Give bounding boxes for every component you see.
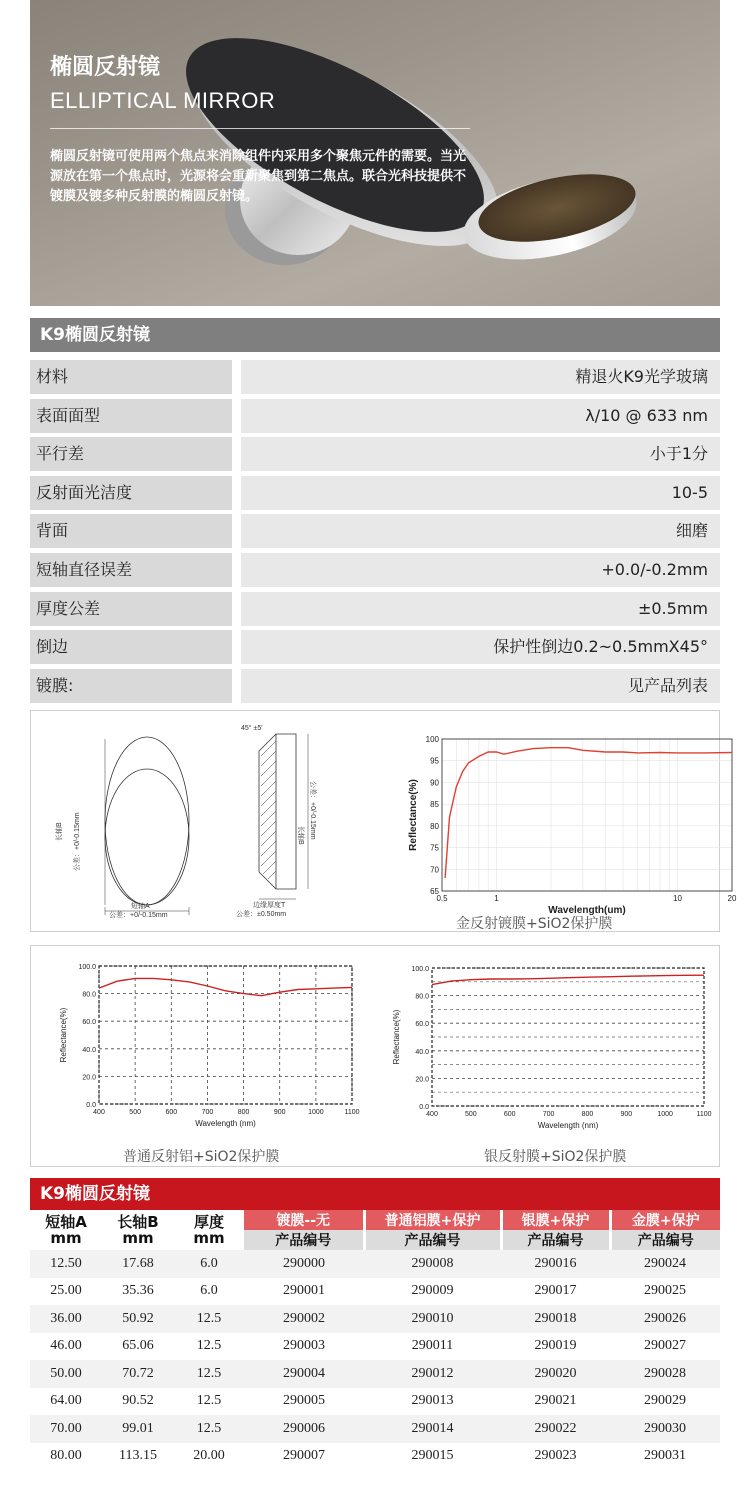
y-tick-label: 85 [430,800,439,810]
x-tick-label: 20 [727,894,737,903]
x-tick-label: 700 [542,1111,555,1118]
y-tick-label: 0.0 [86,1102,96,1109]
y-tick-label: 65 [430,887,439,896]
table-row [30,1388,720,1416]
col-coating-none: 镀膜--无 [244,1210,364,1230]
dimension-cell: 6.0 [174,1250,244,1278]
x-tick-label: 400 [93,1109,105,1116]
product-code-cell[interactable]: 290006 [244,1415,364,1443]
dimension-cell: 50.00 [30,1360,102,1388]
dimension-cell: 46.00 [30,1333,102,1361]
dimension-cell: 17.68 [102,1250,174,1278]
y-tick-label: 80 [430,821,439,831]
y-tick-label: 0.0 [419,1104,429,1111]
col-coating-silver: 银膜+保护 [501,1210,610,1230]
col-long-axis [102,1210,174,1250]
product-code-cell[interactable]: 290009 [364,1278,501,1306]
col-long-axis-unit: mm [122,1229,154,1247]
product-code-cell[interactable]: 290019 [501,1333,610,1361]
spec-row [30,592,720,626]
spec-label: 材料 [30,360,232,394]
hero-description: 椭圆反射镜可使用两个焦点来消除组件内采用多个聚焦元件的需要。当光源放在第一个焦点时，光源将会重新聚焦到第二焦点。联合光科技提供不镀膜及镀多种反射膜的椭圆反射镜。 [50,149,467,204]
spec-row [30,630,720,664]
dimension-cell: 25.00 [30,1278,102,1306]
product-code-cell[interactable]: 290005 [244,1388,364,1416]
bevel-angle-label: 45° ±5' [241,725,263,732]
x-axis-label: Wavelength (nm) [537,1121,599,1130]
dimension-cell: 12.5 [174,1360,244,1388]
table-row [30,1415,720,1443]
product-code-cell[interactable]: 290013 [364,1388,501,1416]
col-thickness-label: 厚度 [193,1213,224,1231]
col-long-axis-label: 长轴B [117,1213,159,1231]
spec-label: 表面面型 [30,399,232,433]
gold-reflectance-chart [376,711,737,916]
y-tick-label: 80.0 [415,993,429,1001]
plot-frame [442,739,732,891]
mirror-drawing [31,711,371,931]
y-tick-label: 40.0 [82,1046,96,1054]
product-code-cell[interactable]: 290008 [364,1250,501,1278]
spec-value: 保护性倒边0.2~0.5mmX45° [241,630,720,664]
dimension-cell: 90.52 [102,1388,174,1416]
spec-row [30,514,720,548]
y-tick-label: 60.0 [415,1021,429,1029]
dimension-cell: 12.5 [174,1333,244,1361]
x-tick-label: 500 [129,1109,141,1116]
y-tick-label: 80.0 [82,991,96,999]
side-long-axis-label: 长轴B [297,826,304,845]
spec-value: λ/10 @ 633 nm [241,399,720,433]
product-table [30,1210,720,1470]
spec-label: 平行差 [30,437,232,471]
col-code-label: 产品编号 [364,1230,501,1250]
y-tick-label: 60.0 [82,1019,96,1027]
x-tick-label: 800 [237,1109,250,1116]
col-coating-aluminum: 普通铝膜+保护 [364,1210,501,1230]
y-tick-label: 100.0 [411,966,429,973]
dimension-cell: 12.5 [174,1305,244,1333]
x-tick-label: 1000 [657,1111,673,1118]
plot-frame [432,968,704,1106]
spec-row [30,553,720,587]
product-code-cell[interactable]: 290000 [244,1250,364,1278]
dimension-cell: 36.00 [30,1305,102,1333]
product-code-cell[interactable]: 290029 [610,1388,720,1416]
product-code-cell[interactable]: 290012 [364,1360,501,1388]
x-tick-label: 400 [426,1111,438,1118]
spec-value: 10-5 [241,476,720,510]
plot-frame [99,966,352,1104]
spec-label: 短轴直径误差 [30,553,232,587]
spec-section-title: K9椭圆反射镜 [30,318,720,352]
spec-row [30,399,720,433]
x-tick-label: 500 [465,1111,477,1118]
table-row [30,1333,720,1361]
spec-value: ±0.5mm [241,592,720,626]
spec-value: +0.0/-0.2mm [241,553,720,587]
product-code-cell[interactable]: 290016 [501,1250,610,1278]
short-axis-label: 短轴A [131,903,150,910]
dimension-cell: 70.00 [30,1415,102,1443]
dimension-cell: 65.06 [102,1333,174,1361]
side-long-axis-tolerance: 公差：+0/-0.15mm [309,781,316,840]
y-tick-label: 95 [430,756,439,766]
spec-table [30,360,720,707]
figure-panel-2 [30,945,720,1167]
x-tick-label: 1100 [696,1111,712,1118]
x-tick-label: 700 [201,1109,214,1116]
x-axis-label: Wavelength(um) [548,905,626,916]
hero-title-cn: 椭圆反射镜 [50,55,161,80]
x-tick-label: 0.5 [436,894,448,903]
product-code-cell[interactable]: 290010 [364,1305,501,1333]
dimension-cell: 6.0 [174,1278,244,1306]
hero-divider [50,128,470,129]
product-code-cell[interactable]: 290003 [244,1333,364,1361]
spec-row [30,360,720,394]
y-tick-label: 40.0 [415,1048,429,1056]
spec-row [30,476,720,510]
spec-label: 倒边 [30,630,232,664]
col-thickness-unit: mm [193,1229,225,1247]
product-code-cell[interactable]: 290024 [610,1250,720,1278]
silver-chart-caption: 银反射膜+SiO2保护膜 [484,1149,627,1165]
product-code-cell[interactable]: 290017 [501,1278,610,1306]
hero-banner [30,0,720,306]
x-tick-label: 10 [673,894,682,903]
dimension-cell: 12.5 [174,1388,244,1416]
product-code-cell[interactable]: 290011 [364,1333,501,1361]
dimension-cell: 80.00 [30,1443,102,1471]
product-code-cell[interactable]: 290002 [244,1305,364,1333]
product-section-title: K9椭圆反射镜 [30,1178,720,1210]
product-code-cell[interactable]: 290021 [501,1388,610,1416]
aluminum-reflectance-chart [31,946,361,1146]
dimension-cell: 64.00 [30,1388,102,1416]
dimension-cell: 35.36 [102,1278,174,1306]
x-tick-label: 800 [581,1111,594,1118]
dimension-cell: 70.72 [102,1360,174,1388]
x-tick-label: 900 [273,1109,286,1116]
col-thickness [174,1210,244,1250]
product-code-cell[interactable]: 290004 [244,1360,364,1388]
product-code-cell[interactable]: 290014 [364,1415,501,1443]
y-axis-label: Reflectance(%) [59,1007,68,1063]
dimension-cell: 99.01 [102,1415,174,1443]
product-code-cell[interactable]: 290020 [501,1360,610,1388]
product-code-cell[interactable]: 290031 [610,1443,720,1471]
thickness-label: 边缘厚度T [253,902,286,909]
y-tick-label: 20.0 [415,1076,429,1084]
spec-value: 细磨 [241,514,720,548]
col-short-axis [30,1210,102,1250]
thickness-tolerance: 公差：±0.50mm [236,911,287,918]
series-line [432,975,704,984]
dimension-cell: 12.50 [30,1250,102,1278]
spec-value: 见产品列表 [241,669,720,703]
long-axis-tolerance: 公差：+0/-0.15mm [74,812,81,871]
product-code-cell[interactable]: 290015 [364,1443,501,1471]
product-code-cell[interactable]: 290018 [501,1305,610,1333]
y-axis-label: Reflectance(%) [408,779,419,851]
col-short-axis-label: 短轴A [45,1213,87,1231]
col-code-label: 产品编号 [501,1230,610,1250]
figure-panel-1 [30,710,737,932]
hero-title-en: ELLIPTICAL MIRROR [50,88,276,113]
spec-label: 反射面光洁度 [30,476,232,510]
product-code-cell[interactable]: 290001 [244,1278,364,1306]
short-axis-tolerance: 公差：+0/-0.15mm [109,912,168,919]
y-tick-label: 75 [430,843,439,853]
y-tick-label: 100 [425,735,439,744]
col-code-label: 产品编号 [610,1230,720,1250]
gold-chart-caption: 金反射镀膜+SiO2保护膜 [456,916,613,932]
x-tick-label: 600 [165,1109,178,1116]
table-row [30,1250,720,1278]
series-line [99,978,352,995]
product-code-cell[interactable]: 290027 [610,1333,720,1361]
col-short-axis-unit: mm [50,1229,82,1247]
x-tick-label: 1000 [308,1109,324,1116]
x-axis-label: Wavelength (nm) [195,1119,256,1128]
x-tick-label: 900 [620,1111,633,1118]
y-tick-label: 100.0 [78,964,96,971]
product-code-cell[interactable]: 290022 [501,1415,610,1443]
x-tick-label: 600 [503,1111,516,1118]
table-row [30,1360,720,1388]
y-tick-label: 90 [430,778,439,788]
col-code-label: 产品编号 [244,1230,364,1250]
long-axis-label: 长轴B [56,822,63,841]
product-code-cell[interactable]: 290007 [244,1443,364,1471]
dimension-cell: 12.5 [174,1415,244,1443]
product-code-cell[interactable]: 290030 [610,1415,720,1443]
spec-row [30,669,720,703]
spec-label: 厚度公差 [30,592,232,626]
table-row [30,1278,720,1306]
y-tick-label: 20.0 [82,1074,96,1082]
aluminum-chart-caption: 普通反射铝+SiO2保护膜 [123,1149,280,1165]
product-code-cell[interactable]: 290026 [610,1305,720,1333]
spec-label: 背面 [30,514,232,548]
spec-value: 小于1分 [241,437,720,471]
dimension-cell: 20.00 [174,1443,244,1471]
product-code-cell[interactable]: 290025 [610,1278,720,1306]
y-axis-label: Reflectance(%) [392,1009,401,1065]
product-code-cell[interactable]: 290023 [501,1443,610,1471]
spec-value: 精退火K9光学玻璃 [241,360,720,394]
spec-label: 镀膜: [30,669,232,703]
x-tick-label: 1 [494,894,499,903]
dimension-cell: 113.15 [102,1443,174,1471]
col-coating-gold: 金膜+保护 [610,1210,720,1230]
x-tick-label: 1100 [344,1109,360,1116]
table-row [30,1305,720,1333]
y-tick-label: 70 [430,865,439,875]
spec-row [30,437,720,471]
silver-reflectance-chart [371,946,716,1146]
table-row [30,1443,720,1471]
product-code-cell[interactable]: 290028 [610,1360,720,1388]
dimension-cell: 50.92 [102,1305,174,1333]
